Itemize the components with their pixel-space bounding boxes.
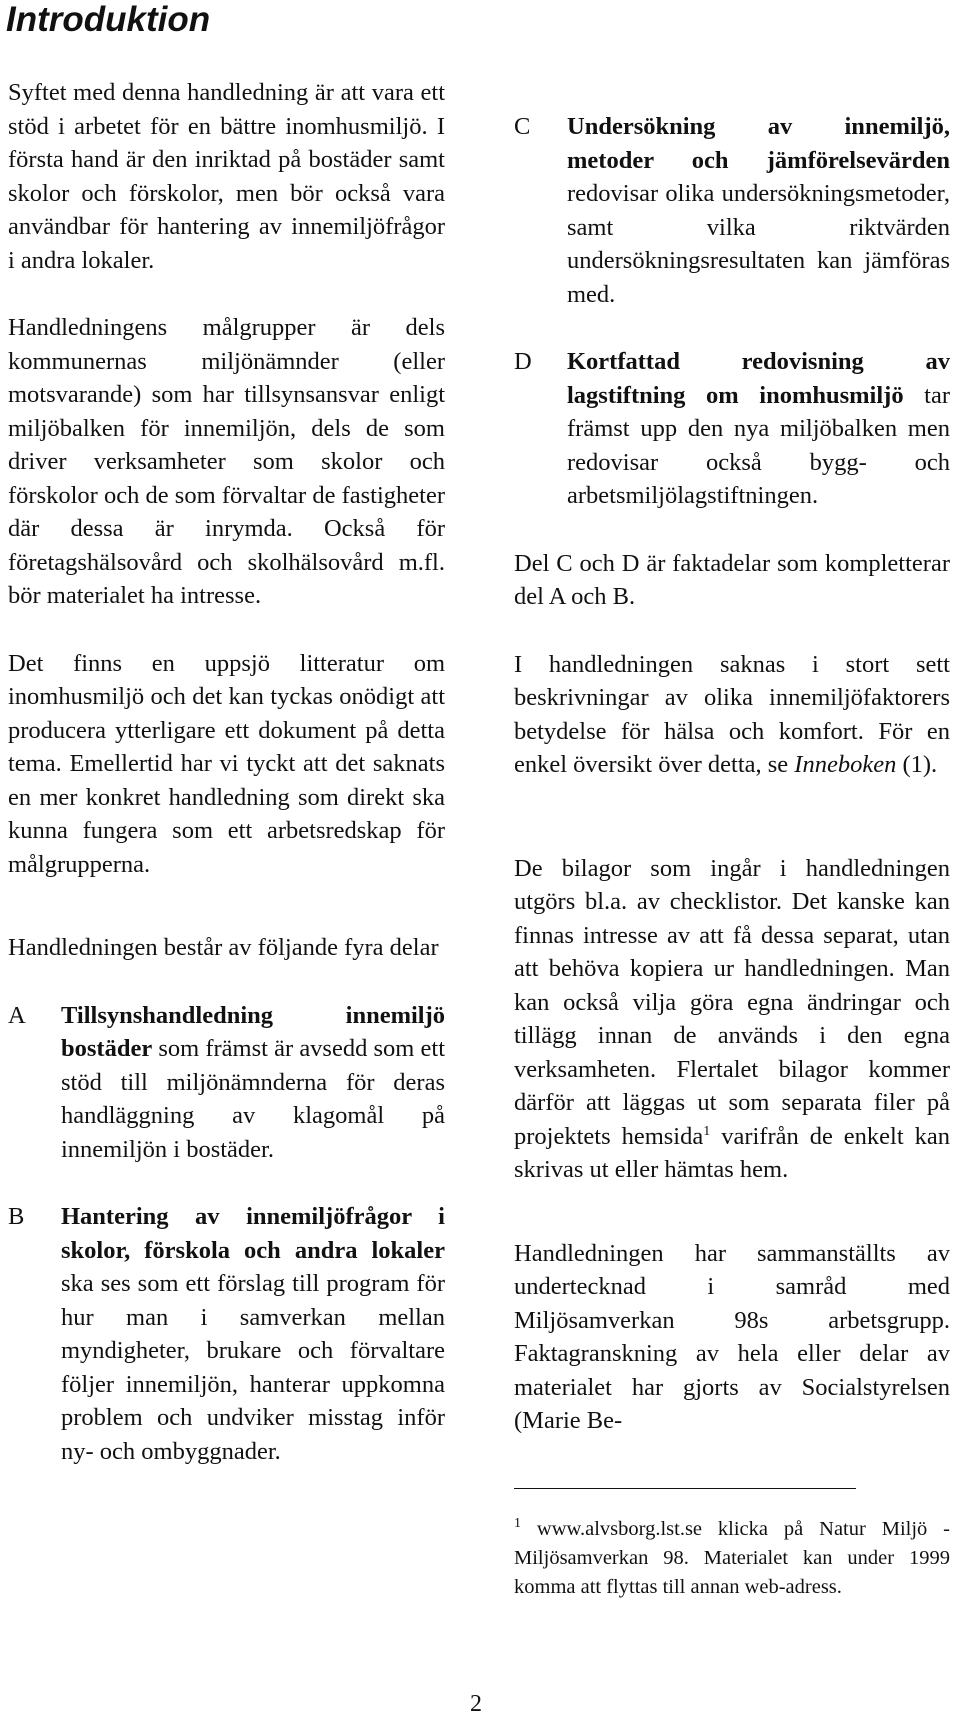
- part-title: Hantering av innemiljöfrågor i skolor, förskola och andra lokaler: [61, 1203, 445, 1264]
- footnote: [514, 1515, 950, 1602]
- part-letter: A: [8, 1001, 26, 1029]
- book-title: Inneboken: [794, 751, 897, 778]
- part-text: som främst är avsedd som ett stöd till miljönämnderna för deras handläggning av klagomål på innemiljön i bostäder.: [61, 1035, 445, 1163]
- paragraph-target-groups: Handledningens målgrupper är dels kommunernas miljönämnder (eller motsvarande) som har tillsynsansvar enligt miljöbalken för innemiljön, dels de som driver verksamheter som skolor och förskolor och de som förvaltar de fastigheter där dessa är inrymda. Också för företagshälsovård och skolhälsovård m.fl. bör materialet ha intresse.: [8, 314, 445, 609]
- part-item-b: [8, 1200, 445, 1468]
- paragraph-motivation: Det finns en uppsjö litteratur om inomhusmiljö och det kan tyckas onödigt att producera ytterligare ett dokument på detta tema. Emellertid har vi tyckt att det saknats en mer konkret handledning som direkt ska kunna fungera som ett arbetsredskap för målgrupperna.: [8, 649, 445, 878]
- paragraph-acknowledgement: Handledningen har sammanställts av undertecknad i samråd med Miljösamverkan 98s arbetsgrupp. Faktagranskning av hela eller delar av materialet har gjorts av Socialstyrelsen (Marie Be-: [514, 1239, 950, 1434]
- part-letter: C: [514, 113, 531, 140]
- part-title: Undersökning av innemiljö, metoder och jämförelsevärden: [567, 113, 950, 174]
- page-number: 2: [470, 1691, 482, 1717]
- footnote-text: www.alvsborg.lst.se klicka på Natur Miljö - Miljösamverkan 98. Materialet kan under 1999 komma att flyttas till annan web-adress.: [514, 1518, 950, 1598]
- paragraph-purpose: Syftet med denna handledning är att vara ett stöd i arbetet för en bättre inomhusmiljö. I första hand är den inriktad på bostäder samt skolor och förskolor, men bör också vara användbar för hantering av innemiljöfrågor i andra lokaler.: [8, 79, 445, 274]
- part-description: [567, 110, 950, 311]
- footnote-reference: 1: [703, 1123, 711, 1139]
- part-text: ska ses som ett förslag till program för hur man i samverkan mellan myndigheter, brukare och förvaltare följer innemiljön, hanterar uppkomna problem och undviker misstag inför ny- och ombyggnader.: [61, 1270, 445, 1465]
- right-column: [514, 110, 950, 1602]
- footnote-mark: 1: [514, 1516, 521, 1532]
- part-item-c: [514, 110, 950, 311]
- paragraph-fact-parts: Del C och D är faktadelar som kompletterar del A och B.: [514, 549, 950, 610]
- part-title: Tillsynshandledning innemiljö bostäder: [61, 1001, 445, 1062]
- left-column: [8, 76, 445, 1468]
- footnote-divider: [514, 1488, 856, 1490]
- part-description: [567, 345, 950, 513]
- part-description: [61, 1200, 445, 1468]
- part-item-a: [8, 999, 445, 1167]
- part-item-d: [514, 345, 950, 513]
- part-description: [61, 999, 445, 1167]
- part-letter: B: [8, 1203, 25, 1230]
- page-title: Introduktion: [6, 0, 211, 39]
- part-text: redovisar olika undersökningsmetoder, samt vilka riktvärden undersökningsresultaten kan jämföras med.: [567, 180, 950, 308]
- paragraph-missing-descriptions: I handledningen saknas i stort sett beskrivningar av olika innemiljöfaktorers betydelse för hälsa och komfort. För en enkel översikt över detta, se Inneboken (1).: [514, 650, 950, 778]
- part-text: tar främst upp den nya miljöbalken men redovisar också bygg- och arbetsmiljölagstiftningen.: [567, 381, 951, 509]
- paragraph-parts-intro: Handledningen består av följande fyra delar: [8, 934, 439, 961]
- paragraph-appendices: De bilagor som ingår i handledningen utgörs bl.a. av checklistor. Det kanske kan finnas intresse av att få dessa separat, utan att behöva kopiera ur handledningen. Man kan också vilja göra egna ändringar och tillägg innan de används i den egna verksamheten. Flertalet bilagor kommer därför att läggas ut som separata filer på projektets hemsida$^1$ varifrån de enkelt kan skrivas ut eller hämtas hem.: [514, 854, 950, 1183]
- part-letter: D: [514, 348, 532, 375]
- part-title: Kortfattad redovisning av lagstiftning om inomhusmiljö: [567, 348, 950, 409]
